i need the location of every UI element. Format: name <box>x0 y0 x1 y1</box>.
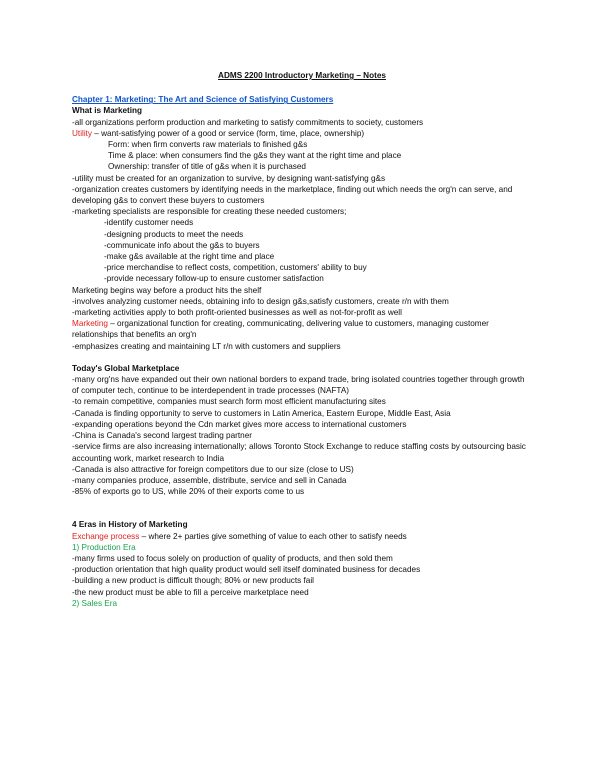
utility-term: Utility <box>72 128 93 138</box>
text-line: -service firms are also increasing internationally; allows Toronto Stock Exchange to reduce staffing costs by outsourcing basic accounting work, market research to India <box>72 442 526 463</box>
text-line: -many org'ns have expanded out their own national borders to expand trade, bring isolated countries together through growth of computer tech, continue to be interdependent in trade processes (NAFTA) <box>72 375 525 396</box>
utility-time-place: Time & place: when consumers find the g&s they want at the right time and place <box>108 151 402 161</box>
production-era-heading: 1) Production Era <box>72 542 136 552</box>
list-item: -identify customer needs <box>104 218 194 228</box>
text-line: -many companies produce, assemble, distribute, service and sell in Canada <box>72 475 347 485</box>
utility-form: Form: when firm converts raw materials to finished g&s <box>108 140 308 150</box>
chapter-1-heading[interactable]: Chapter 1: Marketing: The Art and Science of Satisfying Customers <box>72 95 334 105</box>
list-item: -provide necessary follow-up to ensure customer satisfaction <box>104 274 324 284</box>
utility-def-text: – want-satisfying power of a good or service (form, time, place, ownership) <box>92 128 365 138</box>
text-line: -the new product must be able to fill a perceive marketplace need <box>72 587 309 597</box>
text-line: -Canada is also attractive for foreign competitors due to our size (close to US) <box>72 464 354 474</box>
text-line: -involves analyzing customer needs, obtaining info to design g&s,satisfy customers, create r/n with them <box>72 296 449 306</box>
text-line: -utility must be created for an organization to survive, by designing want-satisfying g&s <box>72 173 386 183</box>
text-line: -production orientation that high quality product would sell itself dominated business for decades <box>72 565 421 575</box>
text-line: -building a new product is difficult though; 80% or new products fail <box>72 576 314 586</box>
exchange-process-term: Exchange process <box>72 531 140 541</box>
global-marketplace-heading: Today's Global Marketplace <box>72 363 180 373</box>
list-item: -price merchandise to reflect costs, competition, customers' ability to buy <box>104 263 367 273</box>
exchange-process-definition <box>72 531 532 542</box>
text-line: -marketing activities apply to both profit-oriented businesses as well as not-for-profit as well <box>72 308 402 318</box>
text-line: -emphasizes creating and maintaining LT r/n with customers and suppliers <box>72 341 341 351</box>
text-line: Marketing begins way before a product hits the shelf <box>72 285 262 295</box>
utility-ownership: Ownership: transfer of title of g&s when it is purchased <box>108 162 306 172</box>
text-line: -all organizations perform production and marketing to satisfy commitments to society, customers <box>72 117 424 127</box>
marketing-def-text: – organizational function for creating, communicating, delivering value to customers, managing customer relationships that benefits an org'n <box>72 319 489 340</box>
list-item: -communicate info about the g&s to buyers <box>104 240 260 250</box>
text-line: -Canada is finding opportunity to serve to customers in Latin America, Eastern Europe, Middle East, Asia <box>72 408 451 418</box>
what-is-marketing-heading: What is Marketing <box>72 106 143 116</box>
text-line: -85% of exports go to US, while 20% of their exports come to us <box>72 487 305 497</box>
sales-era-heading: 2) Sales Era <box>72 598 118 608</box>
text-line: -marketing specialists are responsible for creating these needed customers; <box>72 207 347 217</box>
eras-heading: 4 Eras in History of Marketing <box>72 520 188 530</box>
text-line: -many firms used to focus solely on production of quality of products, and then sold them <box>72 553 393 563</box>
exchange-process-def-text: – where 2+ parties give something of value to each other to satisfy needs <box>139 531 407 541</box>
text-line: -to remain competitive, companies must search form most efficient manufacturing sites <box>72 397 386 407</box>
document-title: ADMS 2200 Introductory Marketing – Notes <box>218 71 386 80</box>
marketing-term: Marketing <box>72 319 108 329</box>
text-line: -organization creates customers by identifying needs in the marketplace, finding out which needs the org'n can serve, and developing g&s to convert these buyers to customers <box>72 184 513 206</box>
marketing-definition <box>72 318 532 340</box>
list-item: -make g&s available at the right time and place <box>104 252 275 262</box>
text-line: -China is Canada's second largest trading partner <box>72 431 252 441</box>
text-line: -expanding operations beyond the Cdn market gives more access to international customers <box>72 419 407 429</box>
utility-definition <box>72 128 532 139</box>
list-item: -designing products to meet the needs <box>104 229 244 239</box>
document-page <box>72 70 532 609</box>
